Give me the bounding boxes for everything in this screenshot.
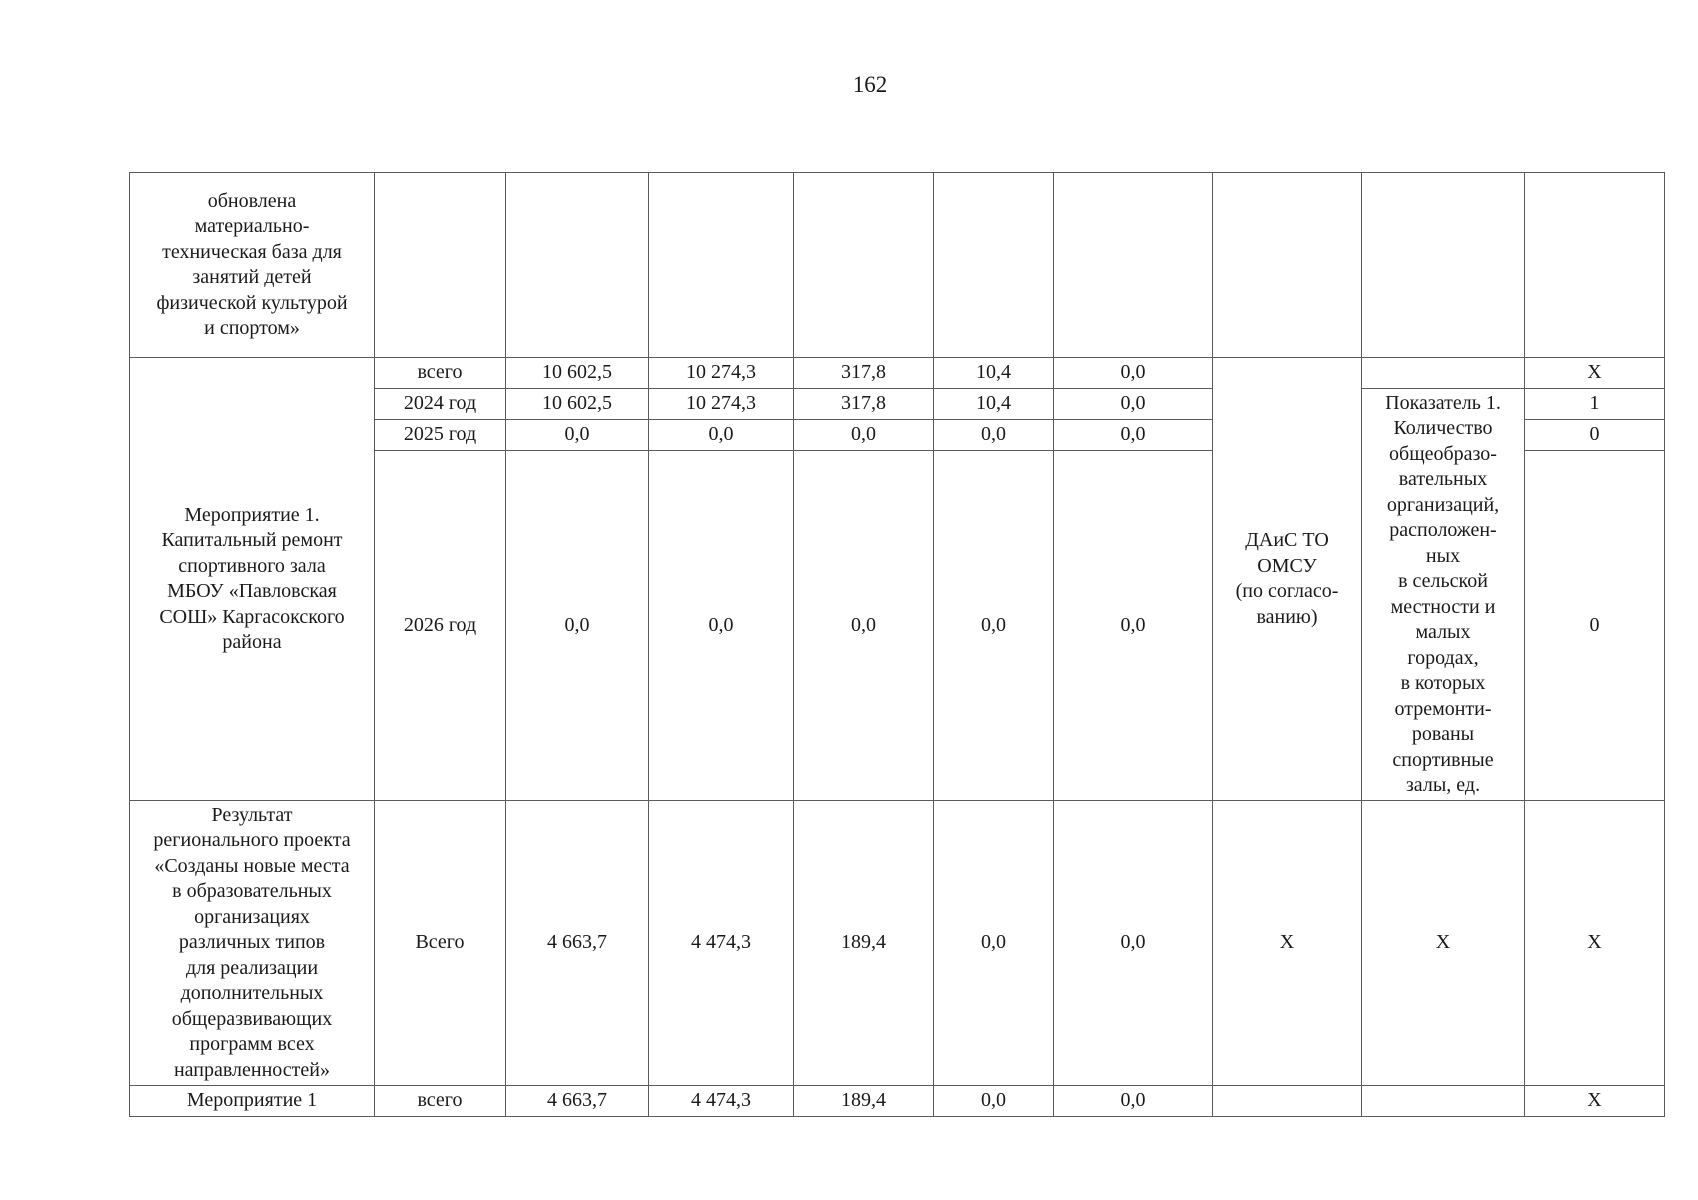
page-number: 162 <box>852 72 888 97</box>
federal-cell: 10 274,3 <box>649 358 794 389</box>
empty-cell <box>1213 173 1362 358</box>
local-cell: 10,4 <box>934 358 1054 389</box>
executor-cell: ДАиС ТО ОМСУ (по согласо- ванию) <box>1213 358 1362 801</box>
other-cell: 0,0 <box>1054 1086 1213 1117</box>
activity-name-cell: Мероприятие 1 <box>130 1086 375 1117</box>
table-row-result <box>130 801 1665 1086</box>
regional-cell: 0,0 <box>794 451 934 801</box>
regional-cell: 189,4 <box>794 1086 934 1117</box>
other-cell: 0,0 <box>1054 451 1213 801</box>
federal-cell: 10 274,3 <box>649 389 794 420</box>
executor-cell: Х <box>1213 801 1362 1086</box>
empty-cell <box>375 173 506 358</box>
total-cell: 10 602,5 <box>506 389 649 420</box>
period-cell: всего <box>375 358 506 389</box>
federal-cell: 0,0 <box>649 451 794 801</box>
total-cell: 0,0 <box>506 420 649 451</box>
empty-cell <box>506 173 649 358</box>
indicator-value-cell: 0 <box>1525 451 1665 801</box>
other-cell: 0,0 <box>1054 389 1213 420</box>
total-cell: 10 602,5 <box>506 358 649 389</box>
federal-cell: 0,0 <box>649 420 794 451</box>
period-cell: всего <box>375 1086 506 1117</box>
empty-cell <box>1362 173 1525 358</box>
activity-name-cell: обновлена материально- техническая база для занятий детей физической культурой и спортом» <box>130 173 375 358</box>
local-cell: 10,4 <box>934 389 1054 420</box>
period-cell: 2025 год <box>375 420 506 451</box>
budget-table <box>129 172 1665 1117</box>
total-cell: 4 663,7 <box>506 801 649 1086</box>
local-cell: 0,0 <box>934 420 1054 451</box>
local-cell: 0,0 <box>934 451 1054 801</box>
empty-cell <box>934 173 1054 358</box>
table-row-measure1-total <box>130 358 1665 389</box>
other-cell: 0,0 <box>1054 801 1213 1086</box>
indicator-cell <box>1362 1086 1525 1117</box>
empty-cell <box>649 173 794 358</box>
activity-name-cell: Мероприятие 1. Капитальный ремонт спортивного зала МБОУ «Павловская СОШ» Каргасокского района <box>130 358 375 801</box>
regional-cell: 0,0 <box>794 420 934 451</box>
empty-cell <box>1525 173 1665 358</box>
regional-cell: 317,8 <box>794 389 934 420</box>
table-row-continuation <box>130 173 1665 358</box>
other-cell: 0,0 <box>1054 358 1213 389</box>
other-cell: 0,0 <box>1054 420 1213 451</box>
local-cell: 0,0 <box>934 801 1054 1086</box>
empty-cell <box>794 173 934 358</box>
period-cell: 2026 год <box>375 451 506 801</box>
indicator-value-cell: Х <box>1525 358 1665 389</box>
local-cell: 0,0 <box>934 1086 1054 1117</box>
total-cell: 0,0 <box>506 451 649 801</box>
indicator-cell <box>1362 358 1525 389</box>
indicator-value-cell: 0 <box>1525 420 1665 451</box>
federal-cell: 4 474,3 <box>649 1086 794 1117</box>
indicator-cell: Показатель 1. Количество общеобразо- вательных организаций, расположен- ных в сельской местности и малых городах, в которых отремонти- рованы спортивные залы, ед. <box>1362 389 1525 801</box>
period-cell: 2024 год <box>375 389 506 420</box>
indicator-value-cell: Х <box>1525 1086 1665 1117</box>
table-row-measure1b <box>130 1086 1665 1117</box>
period-cell: Всего <box>375 801 506 1086</box>
executor-cell <box>1213 1086 1362 1117</box>
regional-cell: 189,4 <box>794 801 934 1086</box>
indicator-value-cell: 1 <box>1525 389 1665 420</box>
activity-name-cell: Результат регионального проекта «Созданы новые места в образовательных организациях различных типов для реализации дополнительных общеразвивающих программ всех направленностей» <box>130 801 375 1086</box>
indicator-value-cell: Х <box>1525 801 1665 1086</box>
total-cell: 4 663,7 <box>506 1086 649 1117</box>
regional-cell: 317,8 <box>794 358 934 389</box>
empty-cell <box>1054 173 1213 358</box>
federal-cell: 4 474,3 <box>649 801 794 1086</box>
indicator-cell: Х <box>1362 801 1525 1086</box>
